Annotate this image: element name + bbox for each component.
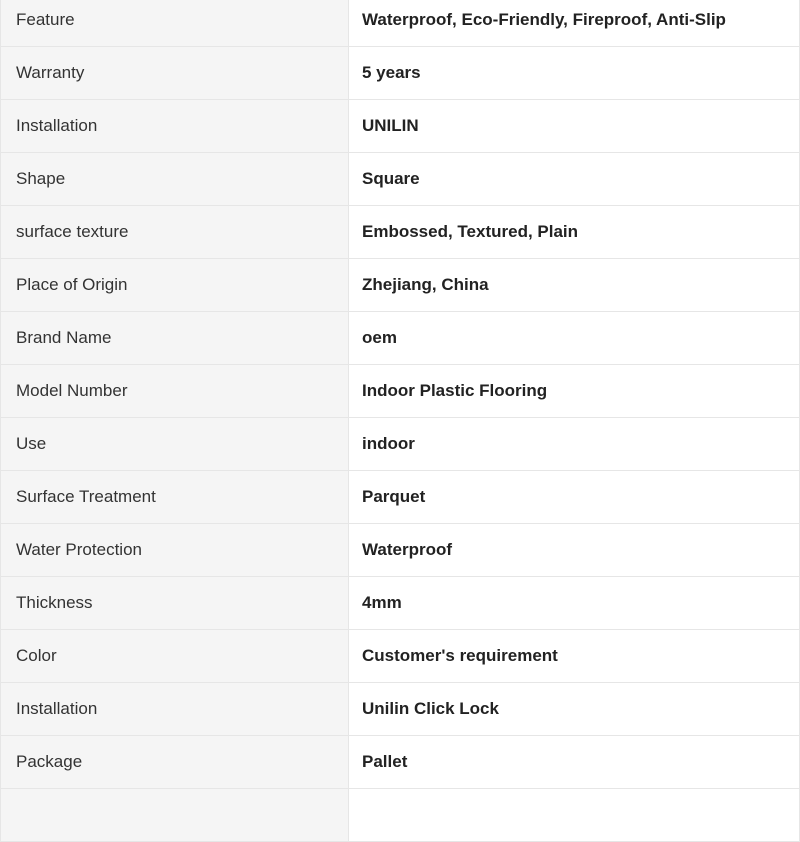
table-row: [1, 789, 800, 842]
spec-value: Customer's requirement: [349, 630, 800, 683]
spec-key: Warranty: [1, 47, 349, 100]
spec-key: [1, 789, 349, 842]
spec-key: Feature: [1, 0, 349, 47]
spec-key: Installation: [1, 683, 349, 736]
spec-value: UNILIN: [349, 100, 800, 153]
spec-key: Use: [1, 418, 349, 471]
table-row: [1, 153, 800, 206]
table-row: [1, 524, 800, 577]
spec-key: surface texture: [1, 206, 349, 259]
spec-key: Package: [1, 736, 349, 789]
spec-value: 5 years: [349, 47, 800, 100]
spec-value: 4mm: [349, 577, 800, 630]
table-row: [1, 100, 800, 153]
spec-key: Brand Name: [1, 312, 349, 365]
table-row: [1, 0, 800, 47]
spec-value: Embossed, Textured, Plain: [349, 206, 800, 259]
spec-value: Pallet: [349, 736, 800, 789]
spec-value: Parquet: [349, 471, 800, 524]
table-row: [1, 736, 800, 789]
table-row: [1, 418, 800, 471]
spec-key: Place of Origin: [1, 259, 349, 312]
table-row: [1, 259, 800, 312]
spec-value: Unilin Click Lock: [349, 683, 800, 736]
spec-key: Thickness: [1, 577, 349, 630]
spec-key: Model Number: [1, 365, 349, 418]
spec-key: Surface Treatment: [1, 471, 349, 524]
spec-value: Indoor Plastic Flooring: [349, 365, 800, 418]
table-row: [1, 577, 800, 630]
spec-key: Color: [1, 630, 349, 683]
table-row: [1, 206, 800, 259]
table-row: [1, 365, 800, 418]
spec-key: Shape: [1, 153, 349, 206]
spec-value: oem: [349, 312, 800, 365]
spec-value: Waterproof, Eco-Friendly, Fireproof, Anti-Slip: [349, 0, 800, 47]
table-row: [1, 312, 800, 365]
spec-key: Installation: [1, 100, 349, 153]
table-row: [1, 471, 800, 524]
spec-value: [349, 789, 800, 842]
spec-value: Zhejiang, China: [349, 259, 800, 312]
table-row: [1, 683, 800, 736]
spec-value: Waterproof: [349, 524, 800, 577]
table-row: [1, 47, 800, 100]
spec-key: Water Protection: [1, 524, 349, 577]
spec-value: indoor: [349, 418, 800, 471]
spec-value: Square: [349, 153, 800, 206]
table-row: [1, 630, 800, 683]
